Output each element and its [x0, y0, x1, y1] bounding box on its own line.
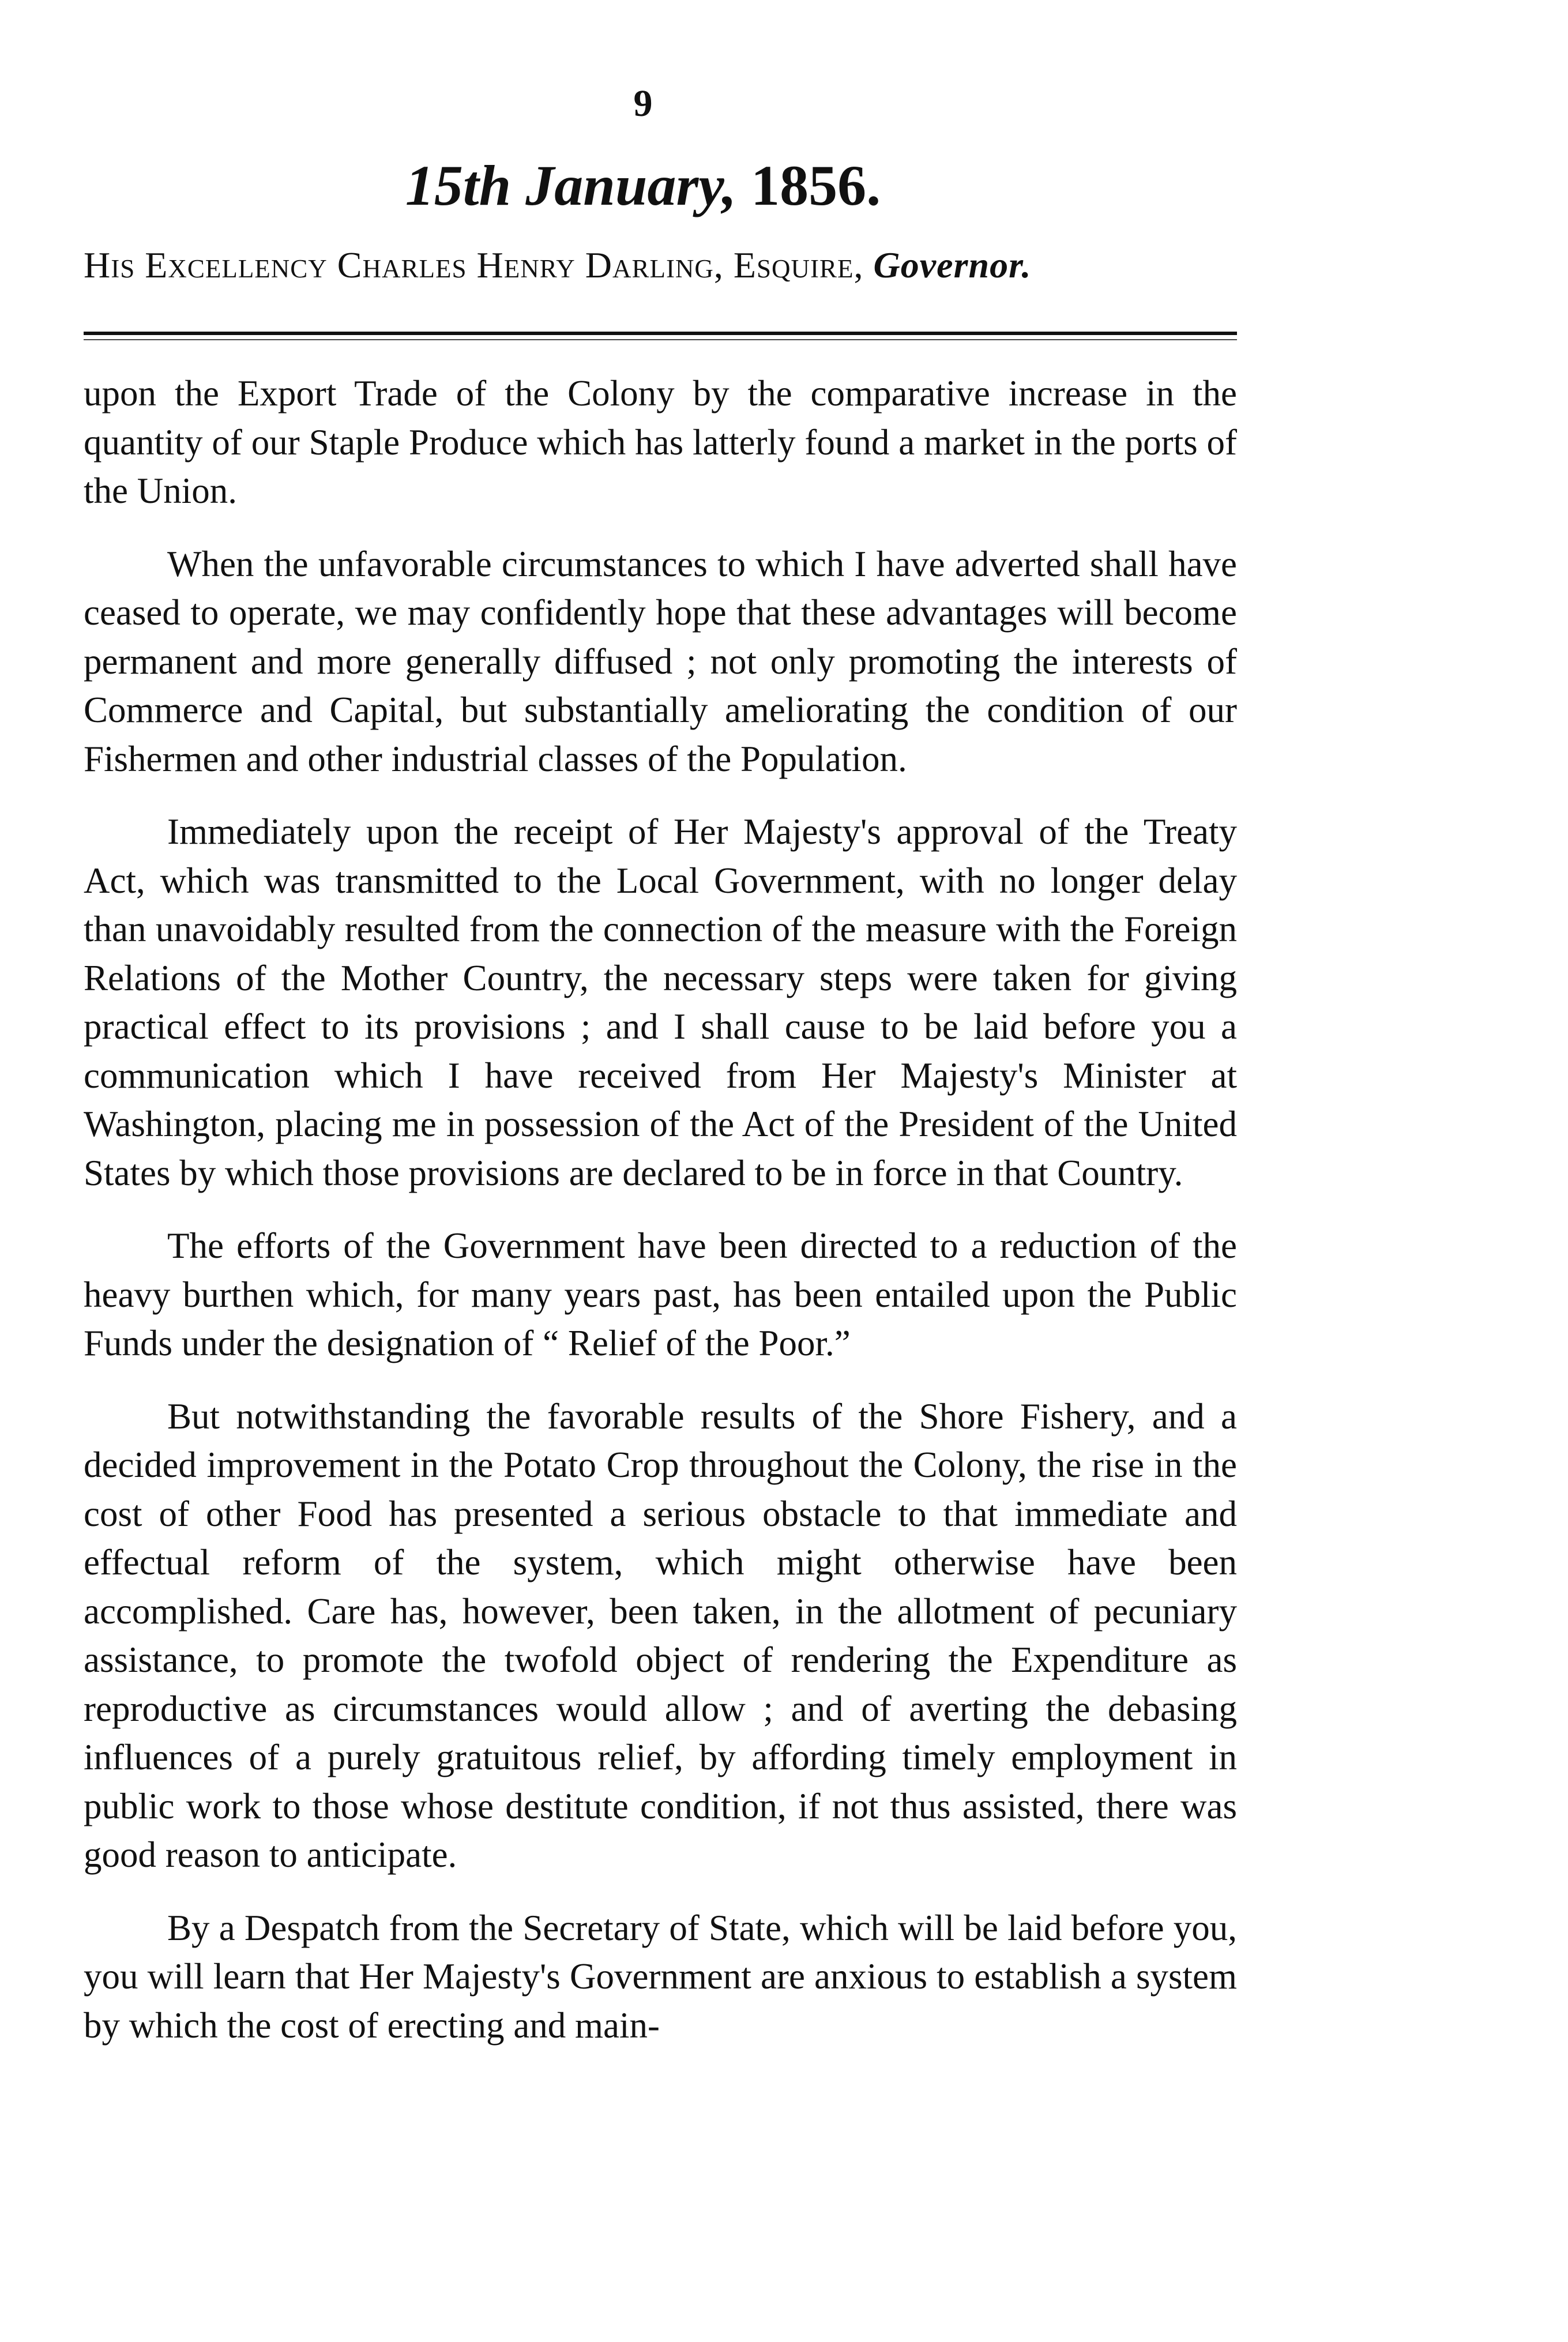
date-year: 1856.: [751, 153, 881, 217]
date-day-month: 15th January,: [405, 153, 737, 217]
body-text: [84, 369, 1237, 2074]
date-heading: [0, 151, 1286, 220]
governor-title: Governor.: [873, 245, 1032, 285]
paragraph-1: upon the Export Trade of the Colony by the comparative increase in the quantity of our Staple Produce which has latterly found a market in the ports of the Union.: [84, 373, 1237, 511]
running-header: [84, 242, 1237, 288]
header-rule: [84, 332, 1237, 335]
header-rule-thin: [84, 339, 1237, 340]
paragraph-5: But notwithstanding the favorable results of the Shore Fishery, and a decided improvement in the Potato Crop throughout the Colony, the rise in the cost of other Food has presented a serious obstacle to that immediate and effectual reform of the system, which might otherwise have been accomplished. Care has, however, been taken, in the allotment of pecuniary assistance, to promote the twofold object of rendering the Expenditure as reproductive as circumstances would allow ; and of averting the debasing influences of a purely gratuitous relief, by affording timely employment in public work to those whose destitute condition, if not thus assisted, there was good reason to anticipate.: [84, 1396, 1237, 1875]
paragraph-6: By a Despatch from the Secretary of State, which will be laid before you, you will learn that Her Majesty's Government are anxious to establish a system by which the cost of erecting and main-: [84, 1907, 1237, 2046]
paragraph-2: When the unfavorable circumstances to which I have adverted shall have ceased to operate, we may confidently hope that these advantages will become permanent and more generally diffused ; not only promoting the interests of Commerce and Capital, but substantially ameliorating the condition of our Fishermen and other industrial classes of the Population.: [84, 543, 1237, 779]
paragraph-3: Immediately upon the receipt of Her Majesty's approval of the Treaty Act, which was transmitted to the Local Government, with no longer delay than unavoidably resulted from the connection of the measure with the Foreign Relations of the Mother Country, the necessary steps were taken for giving practical effect to its provisions ; and I shall cause to be laid before you a communication which I have received from Her Majesty's Minister at Washington, placing me in possession of the Act of the President of the United States by which those provisions are declared to be in force in that Country.: [84, 811, 1237, 1193]
paragraph-4: The efforts of the Government have been directed to a reduction of the heavy burthen which, for many years past, has been entailed upon the Public Funds under the designation of “ Relief of the Poor.”: [84, 1225, 1237, 1363]
page-number: 9: [633, 82, 653, 125]
governor-name: His Excellency Charles Henry Darling, Esquire,: [84, 245, 864, 285]
